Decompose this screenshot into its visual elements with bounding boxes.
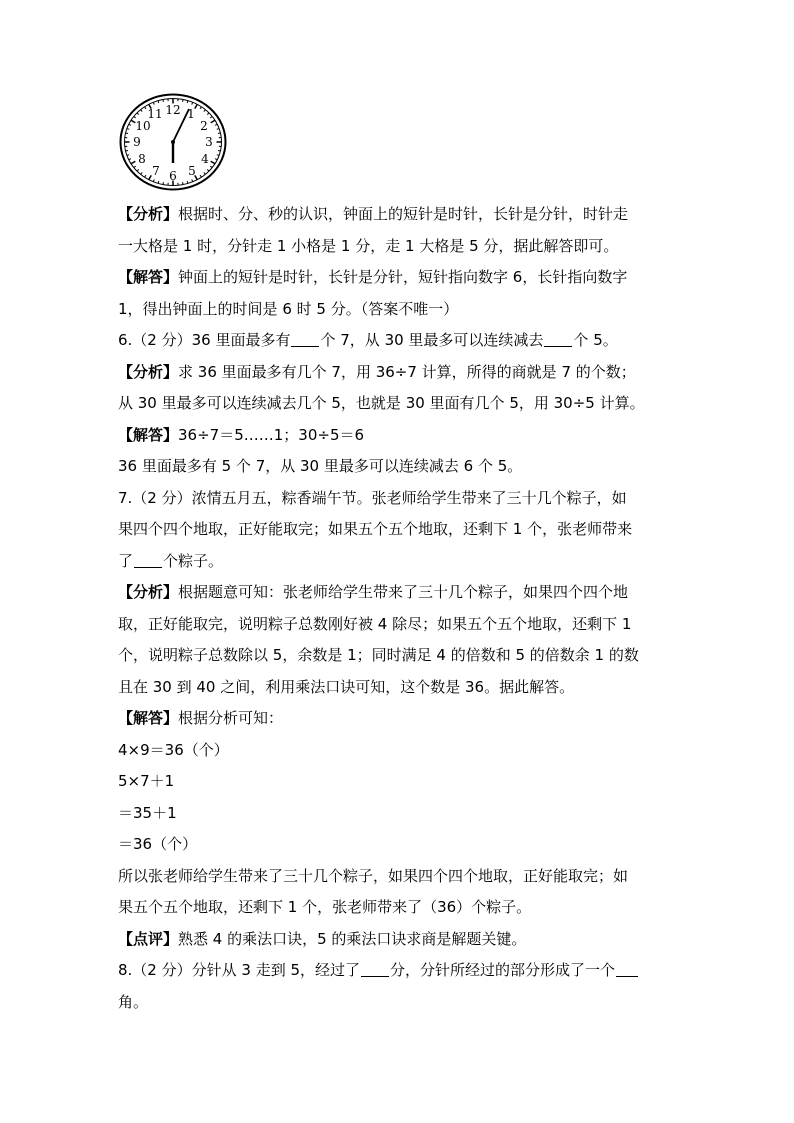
q5-answer-line-1: 【解答】钟面上的短针是时针，长针是分针，短针指向数字 6，长针指向数字 [118, 268, 628, 286]
q7-calc-line-1: 4×9＝36（个） [118, 740, 229, 759]
answer-blank [544, 330, 572, 347]
clock-number-12: 12 [165, 103, 181, 117]
clock-number-6: 6 [169, 169, 177, 183]
q6-answer-line-1: 【解答】36÷7＝5……1；30÷5＝6 [118, 425, 365, 444]
clock-tick [126, 151, 128, 152]
q7-calc-line-3: ＝35＋1 [118, 803, 177, 822]
clock-tick [218, 151, 220, 152]
comment-tag: 【点评】 [118, 929, 179, 948]
analysis-tag: 【分析】 [118, 362, 179, 381]
clock-number-7: 7 [152, 164, 160, 178]
q7-analysis-line-3: 个，说明粽子总数除以 5，余数是 1；同时满足 4 的倍数和 5 的倍数余 1 的数 [118, 646, 639, 664]
q7-comment: 【点评】熟悉 4 的乘法口诀，5 的乘法口诀求商是解题关键。 [118, 929, 527, 948]
q5-answer-line-2: 1，得出钟面上的时间是 6 时 5 分。（答案不唯一） [118, 299, 459, 318]
answer-blank [291, 330, 319, 347]
answer-blank [616, 960, 638, 977]
clock-number-10: 10 [135, 119, 151, 133]
clock-face-illustration [118, 92, 228, 192]
clock-number-5: 5 [188, 164, 196, 178]
answer-blank [134, 551, 162, 568]
q7-analysis-line-1: 【分析】根据题意可知：张老师给学生带来了三十几个粽子，如果四个四个地 [118, 583, 629, 601]
q6-analysis-line-1: 【分析】求 36 里面最多有几个 7，用 36÷7 计算，所得的商就是 7 的个数； [118, 362, 636, 381]
q7-summary-line-1: 所以张老师给学生带来了三十几个粽子，如果四个四个地取，正好能取完；如 [118, 866, 629, 885]
clock-tick [163, 182, 164, 184]
q7-calc-line-4: ＝36（个） [118, 835, 198, 853]
analysis-tag: 【分析】 [118, 583, 179, 601]
answer-tag: 【解答】 [118, 425, 179, 444]
clock-tick [218, 133, 220, 134]
clock-number-11: 11 [147, 107, 163, 121]
answer-blank [361, 960, 389, 977]
q8-question-line-1: 8.（2 分）分针从 3 走到 5，经过了 分，分针所经过的部分形成了一个 [118, 955, 678, 987]
answer-tag: 【解答】 [118, 268, 179, 286]
answer-tag: 【解答】 [118, 709, 179, 727]
clock-number-3: 3 [205, 135, 213, 149]
q5-analysis-line-1: 【分析】根据时、分、秒的认识，钟面上的短针是时针，长针是分针，时针走 [118, 205, 629, 223]
clock-tick [163, 99, 164, 101]
document-body [118, 199, 678, 1018]
q7-calc-line-2: 5×7＋1 [118, 772, 175, 790]
clock-tick [183, 99, 184, 101]
clock-number-1: 1 [187, 107, 195, 121]
q7-answer-line-1: 【解答】根据分析可知： [118, 709, 284, 727]
q6-question: 6.（2 分）36 里面最多有 个 7，从 30 里最多可以连续减去 个 5。 [118, 331, 618, 349]
clock-tick [183, 182, 184, 184]
clock-number-4: 4 [201, 152, 209, 166]
clock-number-9: 9 [133, 135, 141, 149]
q7-question-line-1: 7.（2 分）浓情五月五，粽香端午节。张老师给学生带来了三十几个粽子，如 [118, 488, 627, 507]
clock-number-8: 8 [138, 152, 146, 166]
q8-question-line-2: 角。 [118, 992, 149, 1011]
q7-analysis-line-2: 取，正好能取完，说明粽子总数刚好被 4 除尽；如果五个五个地取，还剩下 1 [118, 614, 632, 633]
analysis-tag: 【分析】 [118, 205, 179, 223]
q5-analysis-line-2: 一大格是 1 时，分针走 1 小格是 1 分，走 1 大格是 5 分，据此解答即可。 [118, 236, 619, 255]
q7-analysis-line-4: 且在 30 到 40 之间，利用乘法口诀可知，这个数是 36。据此解答。 [118, 677, 575, 696]
q7-summary-line-2: 果五个五个地取，还剩下 1 个，张老师带来了（36）个粽子。 [118, 898, 532, 916]
q7-question-line-3: 了 个粽子。 [118, 551, 224, 570]
clock-tick [126, 133, 128, 134]
clock-number-2: 2 [200, 119, 208, 133]
q7-question-line-2: 果四个四个地取，正好能取完；如果五个五个地取，还剩下 1 个，张老师带来 [118, 520, 633, 538]
q6-answer-line-2: 36 里面最多有 5 个 7，从 30 里最多可以连续减去 6 个 5。 [118, 457, 523, 475]
q6-analysis-line-2: 从 30 里最多可以连续减去几个 5，也就是 30 里面有几个 5，用 30÷5 计算。 [118, 394, 645, 412]
